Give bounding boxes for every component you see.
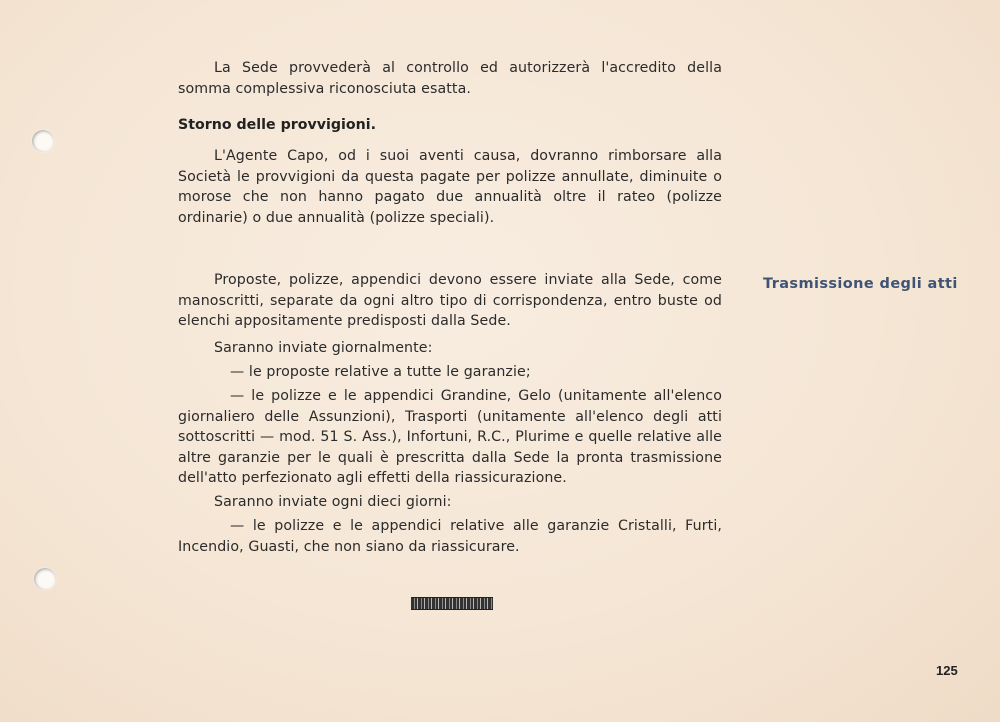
side-heading-trasmissione: Trasmissione degli atti (763, 276, 958, 292)
accredit-paragraph: La Sede provvederà al controllo ed autorizzerà l'accredito della somma complessiva riconosciuta esatta. (178, 60, 722, 97)
section-heading-storno: Storno delle provvigioni. (178, 117, 376, 133)
daily-item-policies: — le polizze e le appendici Grandine, Gelo (unitamente all'elenco giornaliero delle Assunzioni), Trasporti (unitamente all'elenco degli atti sottoscritti — mod. 51 S. Ass.), Infortuni, R.C., Plurime e quelle relative alle altre garanzie per le quali è prescritta dalla Sede la pronta trasmissione dell'atto perfezionato agli effetti della riassicurazione. (178, 388, 722, 486)
transmission-paragraph: Proposte, polizze, appendici devono essere inviate alla Sede, come manoscritti, separate da ogni altro tipo di corrispondenza, entro buste od elenchi appositamente predisposti dalla Sede. (178, 272, 722, 329)
storno-paragraph: L'Agente Capo, od i suoi aventi causa, dovranno rimborsare alla Società le provvigioni da questa pagate per polizze annullate, diminuite o morose che non hanno pagato due annualità oltre il rateo (polizze ordinarie) o due annualità (polizze speciali). (178, 148, 722, 226)
daily-intro: Saranno inviate giornalmente: (214, 340, 433, 356)
tenday-item-policies: — le polizze e le appendici relative alle garanzie Cristalli, Furti, Incendio, Guasti, che non siano da riassicurare. (178, 518, 722, 555)
punch-hole-top (32, 130, 54, 152)
daily-item-proposals: — le proposte relative a tutte le garanzie; (230, 364, 531, 380)
punch-hole-bottom (34, 568, 56, 590)
decorative-ornament (411, 597, 493, 610)
page-number: 125 (936, 663, 958, 678)
tenday-intro: Saranno inviate ogni dieci giorni: (214, 494, 452, 510)
